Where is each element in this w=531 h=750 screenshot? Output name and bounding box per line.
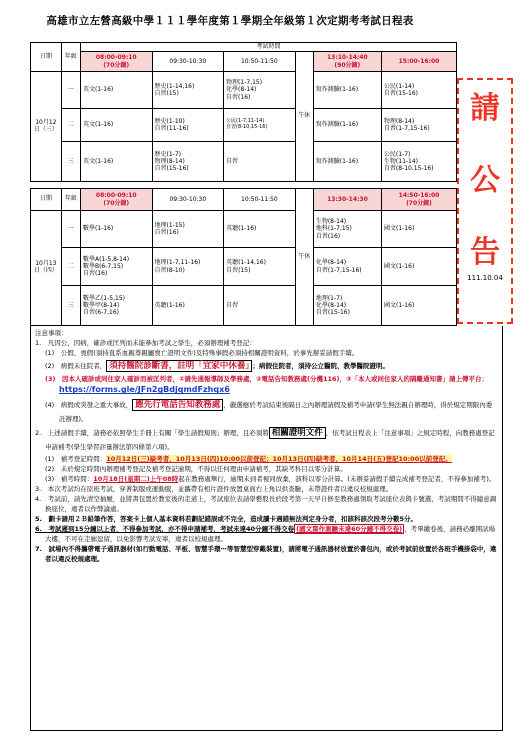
period-5: 15:00-16:00 <box>381 52 456 72</box>
subject-cell: 物理(1-7,15) 化學(8-14) 自習(16) <box>224 72 296 109</box>
call-office-highlight: 應先行電話告知教務處 <box>132 399 223 411</box>
page-title: 高雄市立左營高級中學１１１學年度第１學期全年級第１次定期考考試日程表 <box>46 15 414 27</box>
note-1-2: (2) 病假未住院者， 須持醫院診斷書，註明「宜家中休養」 ；病假住院者，須持公立醫院、教學醫院證明。 <box>45 361 389 372</box>
note-3: 3. 本次考試均在原班考試，穿著制服或運動服，並攜帶有相片證件放置桌面右上角以供查驗，未帶證件者以違反校規處理。 <box>35 484 393 493</box>
note-1-1: (1) 公假、喪假(須持直系血親尊親屬喪亡證明文件)及特殊事假必須持相關證明資料，於事先辦妥請假手續。 <box>45 349 359 358</box>
diagnosis-highlight: 須持醫院診斷書，註明「宜家中休養」 <box>106 360 252 372</box>
period-1: 08:00-09:10 (70分鐘) <box>80 52 152 72</box>
grade-cell: 三 <box>61 286 80 326</box>
noon-rest: 午休 <box>295 189 313 326</box>
period-3: 10:50-11:50 <box>224 52 296 72</box>
subject-cell: 英文(1-16) <box>80 109 152 142</box>
subject-cell: 物理(8-14) 自習(1-7,15-16) <box>381 109 456 142</box>
subject-cell: 自習 <box>224 142 296 182</box>
subject-cell: 國文(1-16) <box>381 248 456 286</box>
period-5: 14:50-16:00 (70分鐘) <box>381 189 456 211</box>
period-2: 09:30-10:30 <box>152 189 224 211</box>
subject-cell: 寫作測驗(1-16) <box>313 72 381 109</box>
subject-cell: 數學乙(1-5,15) 數學甲(8-14) 自習(6-7,16) <box>80 286 152 326</box>
table-row <box>31 142 457 182</box>
subject-cell: 歷史(1-10) 自習(11-16) <box>152 109 224 142</box>
note-6: 6. 考試遲到15分鐘以上者，不得參加考試，亦不得申請補考，考試未達40分鐘不得交卷 (國文寫作測驗未達60分鐘不得交卷) ，考畢繳卷後，請務必離開試場大樓，不可在走廊逗留，以免影響考試安寧，違者以校規處理。 <box>35 525 496 544</box>
subject-cell: 公民(1-7) 生物(11-14) 自習(8-10,15-16) <box>381 142 456 182</box>
public-notice-stamp <box>457 78 513 324</box>
upload-form-link[interactable]: https://forms.gle/JFn2gBdjqmdFzhqx6 <box>59 385 230 395</box>
subject-cell: 生物(8-14) 地科(1-7,15) 自習(16) <box>313 211 381 248</box>
notice-char-1: 請 <box>470 91 500 126</box>
table-row <box>31 109 457 142</box>
notice-char-3: 告 <box>470 235 500 270</box>
subject-cell: 寫作測驗(1-16) <box>313 109 381 142</box>
period-3: 10:50-11:50 <box>224 189 296 211</box>
notes-heading: 注意事項： <box>35 329 68 337</box>
subject-cell: 歷史(1-14,16) 自習(15) <box>152 72 224 109</box>
note-1: 1. 凡因公、因病，確診或匡列而未能參加考試之學生，必須辦理補考登記： <box>35 339 256 348</box>
period-1: 08:00-09:10 (70分鐘) <box>80 189 152 211</box>
note-2-3: (3) 補考時間：10月18日(星期二)上午08時起在教務處舉行，逾期未到者視同放棄，該科以零分計算。(未辦妥請假手續完成補考登記者，不得參加補考)。 <box>45 474 496 483</box>
table-row <box>31 248 457 286</box>
writing-test-highlight: (國文寫作測驗未達60分鐘不得交卷) <box>296 525 403 534</box>
note-1-4: (4) 病假或突發之重大事故， 應先行電話告知教務處 ，嚴選應於考試結束後隔日之內辦理請假及補考申請(學生無法親自辦理時，得於規定期限內委託辦理)。 <box>45 399 493 423</box>
subject-cell: 寫作測驗(1-16) <box>313 142 381 182</box>
subject-cell: 地理(1-15) 自習(16) <box>152 211 224 248</box>
proof-documents-highlight: 相關證明文件 <box>269 427 326 439</box>
note-2-1: (1) 補考登記時間：10月12日(三)缺考者，10月13日(四)10:00以前登記；10月13日(四)缺考者，10月14日(五)登記10:00以前登記。 <box>45 454 452 463</box>
subject-cell: 公民(1-7,11-14) 自習(8-10,15-16) <box>224 109 296 142</box>
notice-char-2: 公 <box>470 163 500 198</box>
grade-header: 年級 <box>61 43 80 72</box>
note-2-2: (2) 未於規定時間內辦理補考登記及補考登記逾期，不得以任何理由申請補考，其缺考科目以零分計算。 <box>45 464 347 473</box>
subject-cell: 公民(1-14) 自習(15-16) <box>381 72 456 109</box>
subject-cell: 英聽(1-14,16) 自習(15) <box>224 248 296 286</box>
date-header: 日期 <box>31 189 62 211</box>
table-row <box>31 286 457 326</box>
grade-cell: 一 <box>61 211 80 248</box>
subject-cell: 英文(1-16) <box>80 142 152 182</box>
subject-cell: 歷史(1-7) 物理(8-14) 自習(15-16) <box>152 142 224 182</box>
subject-cell: 英聽(1-16) <box>152 286 224 326</box>
grade-cell: 二 <box>61 109 80 142</box>
subject-cell: 國文(1-16) <box>381 286 456 326</box>
note-2: 2. 上述請假手續，請務必依照學生手冊上有關「學生請假規則」辦理，且必須將 相關證明文件 ，依考試日程表上「注意事項」之規定時程，向教務處登記申請補考(學生學習評量辦法第四條第六項)。 <box>35 428 495 452</box>
subject-cell: 國文(1-16) <box>381 211 456 248</box>
grade-cell: 二 <box>61 248 80 286</box>
note-4: 4. 考試前，請先清空抽屜，並將書包置於教室後的走道上，考試座位表請學藝股長於段考第一天早自修至教務處領取考試座位表與卡號選，考試期間不得隨意調換座位，違者以作弊論處。 <box>35 495 497 514</box>
period-4: 13:10-14:40 (90分鐘) <box>313 52 381 72</box>
subject-cell: 英文(1-16) <box>80 72 152 109</box>
grade-cell: 一 <box>61 72 80 109</box>
subject-cell: 地理(1-7,11-16) 自習(8-10) <box>152 248 224 286</box>
note-7: 7. 試場內不得攜帶電子通訊器材(如行動電話、平板、智慧手環⋯等智慧型穿戴裝置)，請將電子通訊器材放置於書包內，或於考試前放置於各班手機掛袋中，違者以違反校規處理。 <box>35 545 497 564</box>
subject-cell: 化學(8-14) 自習(1-7,15-16) <box>313 248 381 286</box>
noon-rest: 午休 <box>295 52 313 182</box>
table-row <box>31 211 457 248</box>
notes-section <box>30 326 503 731</box>
note-5: 5. 劃卡請用２Ｂ鉛筆作答，答案卡上個人基本資料若劃記錯誤或不完全，造成讀卡遇錯無法判定身分者，扣該科該次段考分數5分。 <box>35 515 418 524</box>
exam-time-header: 考試時間 <box>80 43 456 52</box>
table-row <box>31 72 457 109</box>
subject-cell: 英聽(1-16) <box>224 211 296 248</box>
day1-date: 10月12日（三） <box>31 72 62 182</box>
day2-date: 10月13日（四） <box>31 211 62 326</box>
period-4: 13:30-14:30 <box>313 189 381 211</box>
notice-date: 111.10.04 <box>467 274 503 282</box>
grade-cell: 三 <box>61 142 80 182</box>
subject-cell: 地理(1-7) 化學(8-14) 自習(15-16) <box>313 286 381 326</box>
grade-header: 年級 <box>61 189 80 211</box>
exam-schedule-day2 <box>30 188 457 326</box>
note-1-3: (3) 因本人確診或同住家人確診而被匡列者，①請先通報導師及學務處，②電話告知教務處(分機116)，③「本人或同住家人的隔離通知書」請上傳平台：https://forms.gle/JFn2gBdjqmdFzhqx6 <box>45 375 488 395</box>
subject-cell: 自習 <box>224 286 296 326</box>
exam-schedule-day1 <box>30 42 457 182</box>
subject-cell: 數學A(1-5,8-14) 數學B(6-7,15) 自習(16) <box>80 248 152 286</box>
period-2: 09:30-10:30 <box>152 52 224 72</box>
date-header: 日期 <box>31 43 62 72</box>
subject-cell: 數學(1-16) <box>80 211 152 248</box>
